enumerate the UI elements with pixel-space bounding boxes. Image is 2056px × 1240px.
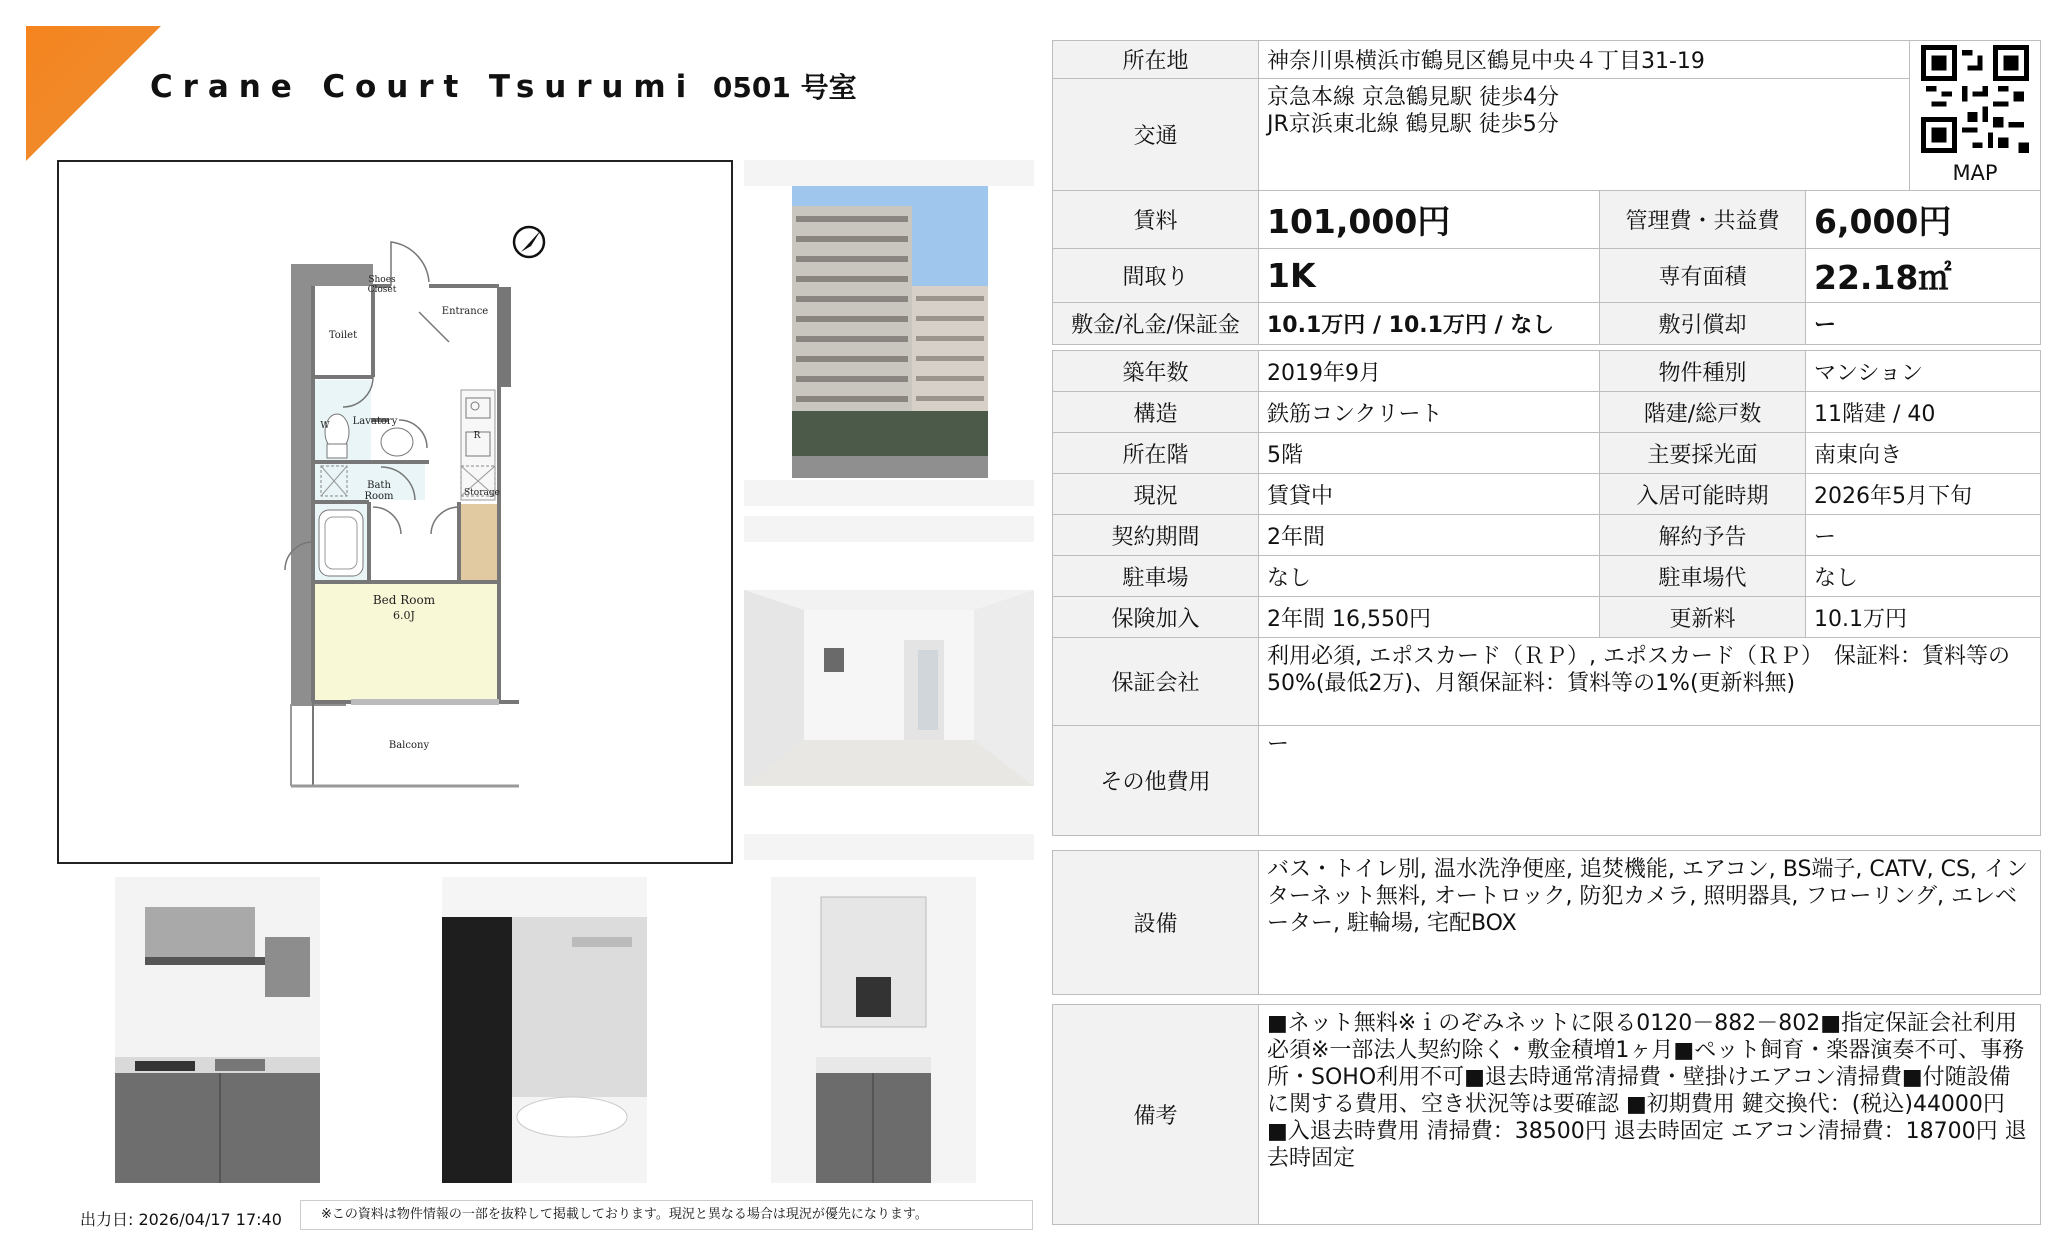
room-number: 0501 号室: [712, 71, 857, 104]
other-label: その他費用: [1053, 726, 1259, 836]
movein-label: 入居可能時期: [1600, 474, 1806, 515]
type-value: マンション: [1806, 351, 2041, 392]
corner-accent: [26, 26, 161, 161]
map-label: MAP: [1952, 161, 1998, 185]
equipment-value: バス・トイレ別, 温水洗浄便座, 追焚機能, エアコン, BS端子, CATV, CS, インターネット無料, オートロック, 防犯カメラ, 照明器具, フローリング, エレベーター, 駐輪場, 宅配BOX: [1259, 851, 2041, 995]
light-value: 南東向き: [1806, 433, 2041, 474]
mgmt-label: 管理費・共益費: [1600, 191, 1806, 249]
svg-text:Room: Room: [364, 491, 394, 502]
label-w: W: [320, 421, 330, 431]
transport-line: 京急本線 京急鶴見駅 徒歩4分: [1267, 85, 1559, 110]
guarantor-label: 保証会社: [1053, 638, 1259, 726]
guarantor-value: 利用必須, エポスカード（ＲＰ）, エポスカード（ＲＰ） 保証料：賃料等の50%(最低2万)、月額保証料：賃料等の1%(更新料無): [1259, 638, 2041, 726]
movein-value: 2026年5月下旬: [1806, 474, 2041, 515]
notice-value: ー: [1806, 515, 2041, 556]
equipment-table: [1052, 850, 2041, 995]
status-value: 賃貸中: [1259, 474, 1600, 515]
output-date: 出力日: 2026/04/17 17:40: [80, 1210, 282, 1229]
remarks-value: ■ネット無料※ｉのぞみネットに限る0120－882－802■指定保証会社利用必須※一部法人契約除く・敷金積増1ヶ月■ペット飼育・楽器演奏不可、事務所・SOHO利用不可■退去時通常清掃費・壁掛けエアコン清掃費■付随設備に関する費用、空き状況等は要確認 ■初期費用 鍵交換代：(税込)44000円 ■入退去時費用 清掃費：38500円 退去時固定 エアコン清掃費：18700円 退去時固定: [1259, 1005, 2041, 1225]
qr-code-icon: [1921, 45, 2029, 153]
remarks-label: 備考: [1053, 1005, 1259, 1225]
light-label: 主要採光面: [1600, 433, 1806, 474]
photo-spacer: [744, 480, 1034, 506]
parking-fee-label: 駐車場代: [1600, 556, 1806, 597]
deposit-value: 10.1万円 / 10.1万円 / なし: [1259, 303, 1600, 345]
washroom-photo: [771, 877, 976, 1183]
layout-label: 間取り: [1053, 249, 1259, 303]
address-label: 所在地: [1053, 41, 1259, 79]
term-value: 2年間: [1259, 515, 1600, 556]
transport-value: [1259, 79, 1910, 191]
remarks-table: [1052, 1004, 2041, 1225]
label-entrance: Entrance: [441, 306, 489, 317]
photo-spacer: [744, 160, 1034, 186]
exterior-photo: [792, 186, 988, 478]
term-label: 契約期間: [1053, 515, 1259, 556]
label-storage: Storage: [464, 488, 500, 498]
parking-label: 駐車場: [1053, 556, 1259, 597]
map-qr[interactable]: [1910, 41, 2041, 191]
svg-text:Closet: Closet: [367, 285, 397, 295]
svg-text:Bath: Bath: [367, 480, 391, 491]
mgmt-value: 6,000円: [1806, 191, 2041, 249]
structure-label: 構造: [1053, 392, 1259, 433]
type-label: 物件種別: [1600, 351, 1806, 392]
info-table-top: [1052, 40, 2041, 345]
notice-label: 解約予告: [1600, 515, 1806, 556]
other-value: ー: [1259, 726, 2041, 836]
disclaimer-note: ※この資料は物件情報の一部を抜粋して掲載しております。現況と異なる場合は現況が優先になります。: [300, 1200, 1033, 1230]
floor-value: 5階: [1259, 433, 1600, 474]
label-bedroom-size: 6.0J: [393, 609, 415, 622]
rent-value: 101,000円: [1259, 191, 1600, 249]
renewal-label: 更新料: [1600, 597, 1806, 638]
photo-spacer: [744, 516, 1034, 542]
shikibiki-label: 敷引償却: [1600, 303, 1806, 345]
built-label: 築年数: [1053, 351, 1259, 392]
parking-fee-value: なし: [1806, 556, 2041, 597]
label-balcony: Balcony: [388, 740, 430, 751]
address-value: 神奈川県横浜市鶴見区鶴見中央４丁目31-19: [1259, 41, 1910, 79]
label-lavatory: Lavatory: [352, 416, 398, 427]
insurance-label: 保険加入: [1053, 597, 1259, 638]
status-label: 現況: [1053, 474, 1259, 515]
insurance-value: 2年間 16,550円: [1259, 597, 1600, 638]
floor-label: 所在階: [1053, 433, 1259, 474]
photo-spacer: [744, 834, 1034, 860]
floor-plan: [57, 160, 733, 864]
label-bedroom: Bed Room: [372, 593, 436, 607]
structure-value: 鉄筋コンクリート: [1259, 392, 1600, 433]
parking-value: なし: [1259, 556, 1600, 597]
layout-value: 1K: [1259, 249, 1600, 303]
transport-line: JR京浜東北線 鶴見駅 徒歩5分: [1267, 112, 1559, 137]
transport-label: 交通: [1053, 79, 1259, 191]
label-r: R: [473, 431, 481, 441]
info-table-details: [1052, 350, 2041, 836]
equipment-label: 設備: [1053, 851, 1259, 995]
area-value: 22.18㎡: [1806, 249, 2041, 303]
label-toilet: Toilet: [328, 330, 358, 341]
room-photo: [744, 590, 1034, 786]
deposit-label: 敷金/礼金/保証金: [1053, 303, 1259, 345]
floors-value: 11階建 / 40: [1806, 392, 2041, 433]
floors-label: 階建/総戸数: [1600, 392, 1806, 433]
shikibiki-value: ー: [1806, 303, 2041, 345]
rent-label: 賃料: [1053, 191, 1259, 249]
label-shoes: Shoes: [368, 275, 396, 285]
property-name: Crane Court Tsurumi: [150, 69, 697, 105]
kitchen-photo: [115, 877, 320, 1183]
built-value: 2019年9月: [1259, 351, 1600, 392]
property-title: [150, 66, 857, 106]
bathroom-photo: [442, 877, 647, 1183]
area-label: 専有面積: [1600, 249, 1806, 303]
renewal-value: 10.1万円: [1806, 597, 2041, 638]
